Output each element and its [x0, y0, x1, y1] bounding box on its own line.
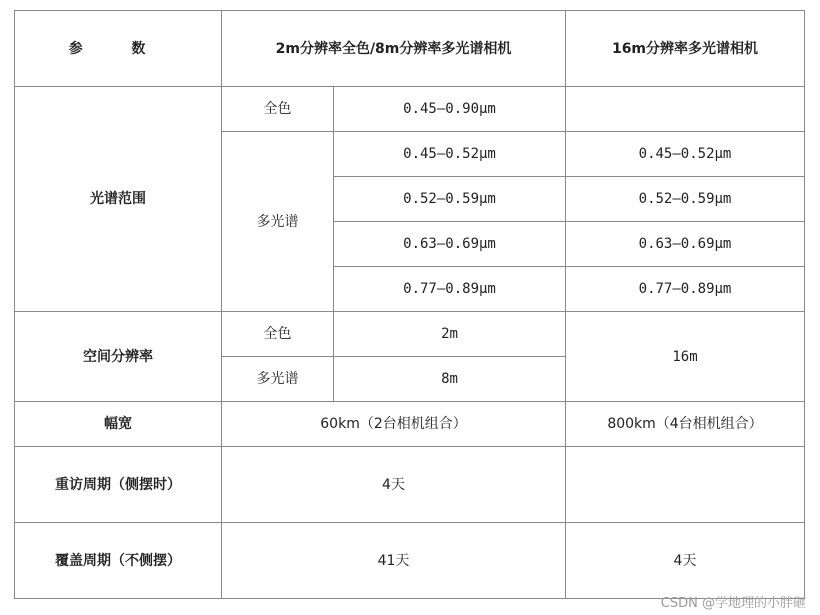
spectral-ms-2m-value: 0.52—0.59μm — [334, 177, 566, 222]
revisit-label: 重访周期（侧摆时） — [15, 447, 222, 523]
spec-table — [14, 10, 805, 599]
resolution-pan-value: 2m — [334, 312, 566, 357]
revisit-2m-value: 4天 — [222, 447, 566, 523]
header-param: 参 数 — [15, 11, 222, 87]
coverage-16m-value: 4天 — [566, 523, 805, 599]
resolution-16m-value: 16m — [566, 312, 805, 402]
coverage-2m-value: 41天 — [222, 523, 566, 599]
spectral-pan-label: 全色 — [222, 87, 334, 132]
resolution-pan-label: 全色 — [222, 312, 334, 357]
spectral-ms-2m-value: 0.63—0.69μm — [334, 222, 566, 267]
resolution-label: 空间分辨率 — [15, 312, 222, 402]
spectral-range-label: 光谱范围 — [15, 87, 222, 312]
header-row — [15, 11, 805, 87]
spectral-ms-label: 多光谱 — [222, 132, 334, 312]
spectral-ms-2m-value: 0.45—0.52μm — [334, 132, 566, 177]
spectral-ms-16m-value: 0.77—0.89μm — [566, 267, 805, 312]
revisit-16m-value — [566, 447, 805, 523]
coverage-label: 覆盖周期（不侧摆） — [15, 523, 222, 599]
swath-label: 幅宽 — [15, 402, 222, 447]
table-row — [15, 312, 805, 357]
resolution-ms-value: 8m — [334, 357, 566, 402]
spectral-ms-16m-value: 0.52—0.59μm — [566, 177, 805, 222]
table-row — [15, 447, 805, 523]
header-16m-camera: 16m分辨率多光谱相机 — [566, 11, 805, 87]
table-row — [15, 523, 805, 599]
csdn-watermark: CSDN @学地理的小胖砸 — [660, 596, 806, 611]
swath-2m-value: 60km（2台相机组合） — [222, 402, 566, 447]
resolution-ms-label: 多光谱 — [222, 357, 334, 402]
header-2m-camera: 2m分辨率全色/8m分辨率多光谱相机 — [222, 11, 566, 87]
table-row — [15, 87, 805, 132]
swath-16m-value: 800km（4台相机组合） — [566, 402, 805, 447]
spectral-ms-16m-value: 0.63—0.69μm — [566, 222, 805, 267]
spectral-ms-2m-value: 0.77—0.89μm — [334, 267, 566, 312]
spectral-pan-value: 0.45—0.90μm — [334, 87, 566, 132]
spectral-pan-16m — [566, 87, 805, 132]
table-row — [15, 402, 805, 447]
spectral-ms-16m-value: 0.45—0.52μm — [566, 132, 805, 177]
